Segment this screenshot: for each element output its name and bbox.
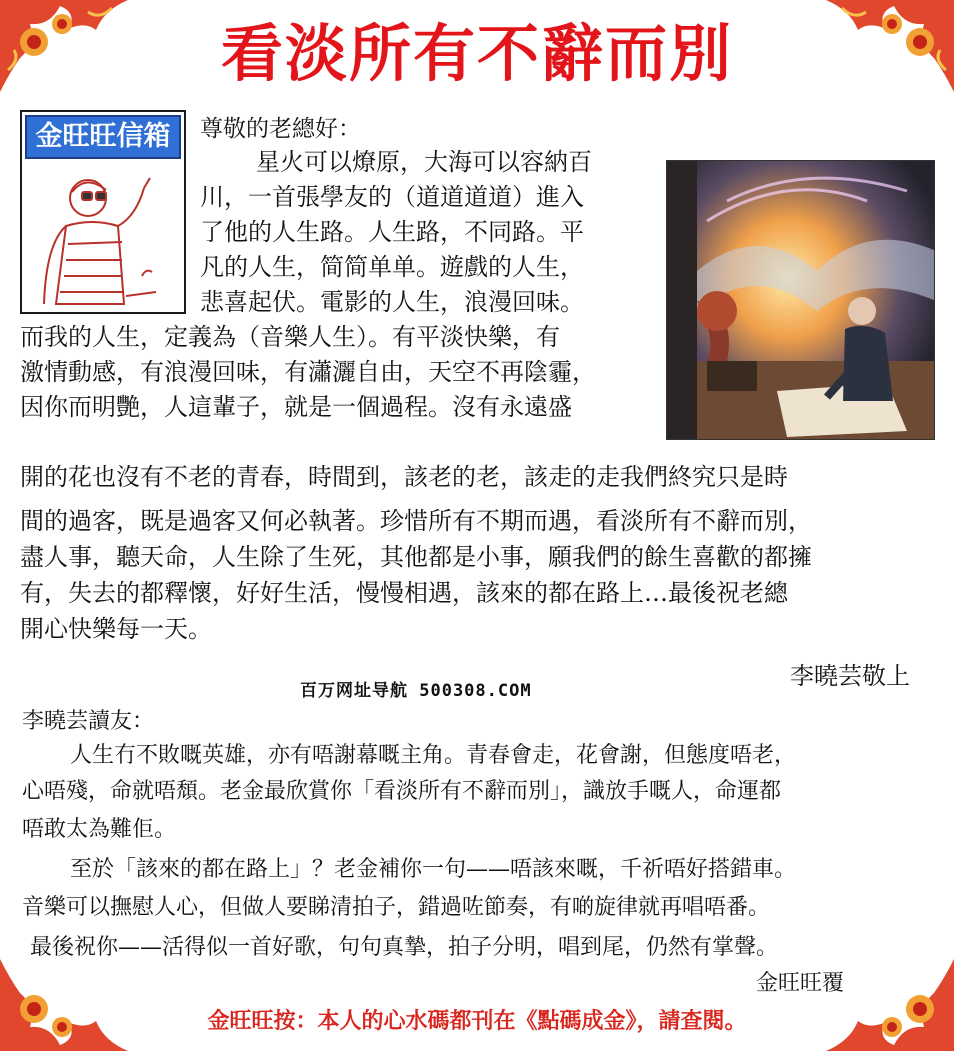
letter-line: 開心快樂每一天。 — [20, 615, 212, 643]
letter-line: 星火可以燎原，大海可以容納百 — [256, 148, 592, 176]
reply-line: 至於「該來的都在路上」？老金補你一句——唔該來嘅，千祈唔好搭錯車。 — [70, 857, 797, 882]
reply-line: 人生冇不敗嘅英雄，亦有唔謝幕嘅主角。青春會走，花會謝，但態度唔老， — [70, 743, 797, 768]
cartoon-figure-icon — [26, 164, 180, 310]
letter-line: 激情動感，有浪漫回味，有瀟灑自由，天空不再陰霾， — [20, 358, 596, 386]
letter-line: 悲喜起伏。電影的人生，浪漫回味。 — [200, 288, 584, 316]
letter-line: 盡人事，聽天命，人生除了生死，其他都是小事，願我們的餘生喜歡的都擁 — [20, 543, 812, 571]
footer-note: 金旺旺按：本人的心水碼都刊在《點碼成金》，請查閱。 — [207, 1009, 747, 1034]
mailbox-logo — [20, 110, 186, 314]
page-title: 看淡所有不辭而別 — [220, 17, 733, 90]
reply-signature: 金旺旺覆 — [756, 971, 845, 996]
reply-line: 音樂可以撫慰人心，但做人要睇清拍子，錯過咗節奏，有啲旋律就再唱唔番。 — [22, 895, 771, 920]
website-watermark: 百万网址导航 500308.COM — [300, 681, 532, 701]
logo-label: 金旺旺信箱 — [25, 115, 181, 159]
letter-line: 川，一首張學友的（道道道道）進入 — [200, 183, 584, 211]
letter-line: 因你而明艷，人這輩子，就是一個過程。沒有永遠盛 — [20, 393, 572, 421]
letter-line: 開的花也沒有不老的青春，時間到，該老的老，該走的走我們終究只是時 — [20, 463, 788, 491]
letter-line: 凡的人生，简简单单。遊戲的人生， — [200, 253, 584, 281]
letter-line: 而我的人生，定義為（音樂人生）。有平淡快樂，有 — [20, 323, 560, 351]
letter-line: 了他的人生路。人生路，不同路。平 — [200, 218, 584, 246]
reply-line: 唔敢太為難佢。 — [22, 817, 177, 842]
reply-salutation: 李曉芸讀友： — [22, 709, 155, 734]
letter-signature: 李曉芸敬上 — [790, 662, 910, 690]
letter-greeting: 尊敬的老總好： — [200, 116, 361, 142]
illustration-image — [666, 160, 935, 440]
letter-line: 有，失去的都釋懷，好好生活，慢慢相遇，該來的都在路上…最後祝老總 — [20, 579, 788, 607]
reply-line: 心唔殘，命就唔頹。老金最欣賞你「看淡所有不辭而別」，識放手嘅人，命運都 — [22, 779, 782, 804]
reply-line: 最後祝你——活得似一首好歌，句句真摯，拍子分明，唱到尾，仍然有掌聲。 — [30, 935, 779, 960]
letter-line: 間的過客，既是過客又何必執著。珍惜所有不期而遇，看淡所有不辭而別， — [20, 507, 812, 535]
